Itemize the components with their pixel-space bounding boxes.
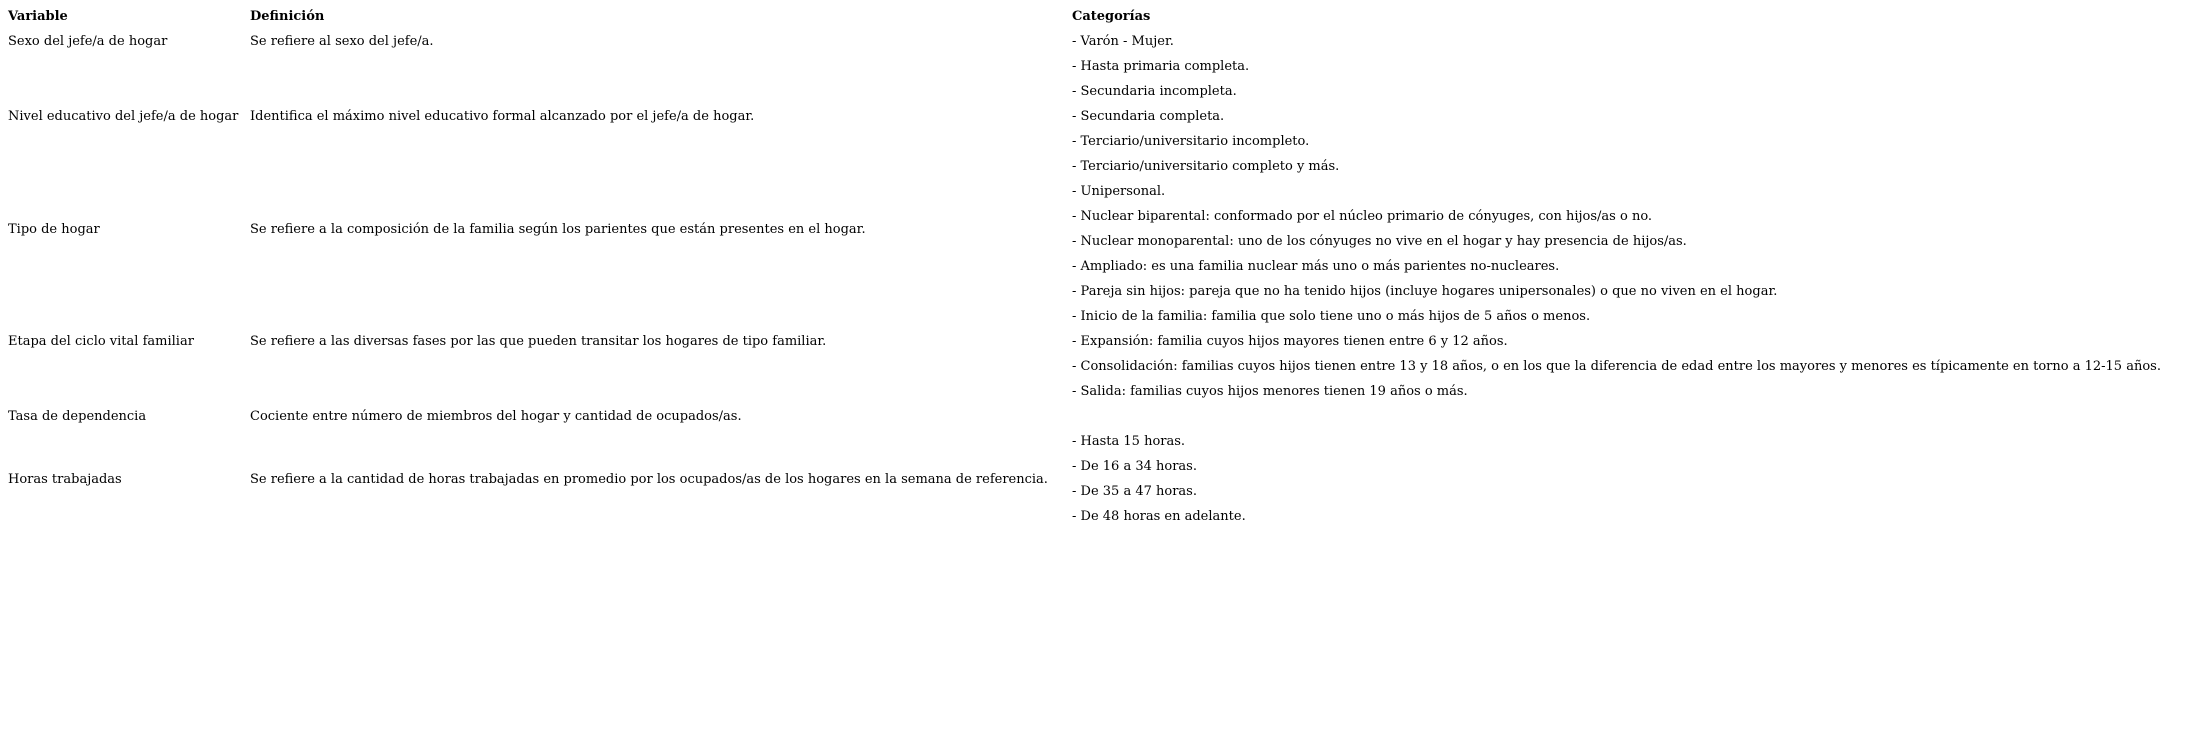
cell-categories — [1072, 179, 2178, 279]
table-row — [8, 279, 2178, 404]
cell-variable: Sexo del jefe/a de hogar — [8, 34, 168, 49]
cell-definition: Cociente entre número de miembros del hogar y cantidad de ocupados/as. — [250, 409, 742, 424]
category-item: - Consolidación: familias cuyos hijos tienen entre 13 y 18 años, o en los que la diferencia de edad entre los mayores y menores es típicamente en torno a 12-15 años. — [1072, 359, 2161, 374]
cell-variable: Horas trabajadas — [8, 471, 122, 487]
table-row — [8, 54, 2178, 179]
category-item: - Terciario/universitario completo y más. — [1072, 159, 1340, 174]
header-categories: Categorías — [1072, 9, 1151, 24]
category-item: - Salida: familias cuyos hijos menores tienen 19 años o más. — [1072, 384, 1468, 399]
header-definition: Definición — [250, 9, 325, 24]
variables-table — [8, 4, 2178, 529]
cell-categories — [1072, 429, 2178, 529]
table-row — [8, 179, 2178, 279]
cell-variable: Tipo de hogar — [8, 221, 100, 237]
cell-definition: Se refiere a las diversas fases por las que pueden transitar los hogares de tipo familiar. — [250, 334, 827, 349]
category-item: - De 16 a 34 horas. — [1072, 459, 1197, 474]
category-item: - Varón - Mujer. — [1072, 34, 1174, 49]
cell-categories — [1072, 54, 2178, 179]
table-row — [8, 404, 2178, 429]
category-item: - Unipersonal. — [1072, 184, 1166, 199]
document-page — [8, 4, 2178, 529]
category-item: - Pareja sin hijos: pareja que no ha tenido hijos (incluye hogares unipersonales) o que no viven en el hogar. — [1072, 284, 1778, 299]
category-item: - Nuclear monoparental: uno de los cónyuges no vive en el hogar y hay presencia de hijos/as. — [1072, 234, 1687, 249]
header-variable: Variable — [8, 9, 68, 24]
category-item — [1072, 404, 2178, 429]
category-item: - Ampliado: es una familia nuclear más uno o más parientes no-nucleares. — [1072, 259, 1560, 274]
cell-definition: Se refiere a la cantidad de horas trabajadas en promedio por los ocupados/as de los hogares en la semana de referencia. — [250, 471, 1048, 487]
cell-definition: Se refiere al sexo del jefe/a. — [250, 34, 434, 49]
table-row — [8, 429, 2178, 529]
cell-variable: Tasa de dependencia — [8, 409, 147, 424]
category-item: - Nuclear biparental: conformado por el núcleo primario de cónyuges, con hijos/as o no. — [1072, 209, 1653, 224]
cell-variable: Nivel educativo del jefe/a de hogar — [8, 109, 239, 124]
table-header-row — [8, 4, 2178, 29]
category-item: - De 35 a 47 horas. — [1072, 484, 1197, 499]
category-item: - Inicio de la familia: familia que solo tiene uno o más hijos de 5 años o menos. — [1072, 309, 1591, 324]
category-item: - Terciario/universitario incompleto. — [1072, 134, 1310, 149]
cell-definition: Se refiere a la composición de la familia según los parientes que están presentes en el hogar. — [250, 221, 866, 237]
category-item: - Secundaria completa. — [1072, 109, 1225, 124]
cell-categories — [1072, 29, 2178, 54]
cell-variable: Etapa del ciclo vital familiar — [8, 334, 194, 349]
category-item: - Hasta 15 horas. — [1072, 434, 1186, 449]
cell-categories — [1072, 404, 2178, 429]
cell-definition: Identifica el máximo nivel educativo formal alcanzado por el jefe/a de hogar. — [250, 109, 755, 124]
category-item: - Secundaria incompleta. — [1072, 84, 1237, 99]
table-row — [8, 29, 2178, 54]
category-item: - De 48 horas en adelante. — [1072, 509, 1246, 524]
category-item: - Hasta primaria completa. — [1072, 59, 1250, 74]
cell-categories — [1072, 279, 2178, 404]
category-item: - Expansión: familia cuyos hijos mayores tienen entre 6 y 12 años. — [1072, 334, 1508, 349]
